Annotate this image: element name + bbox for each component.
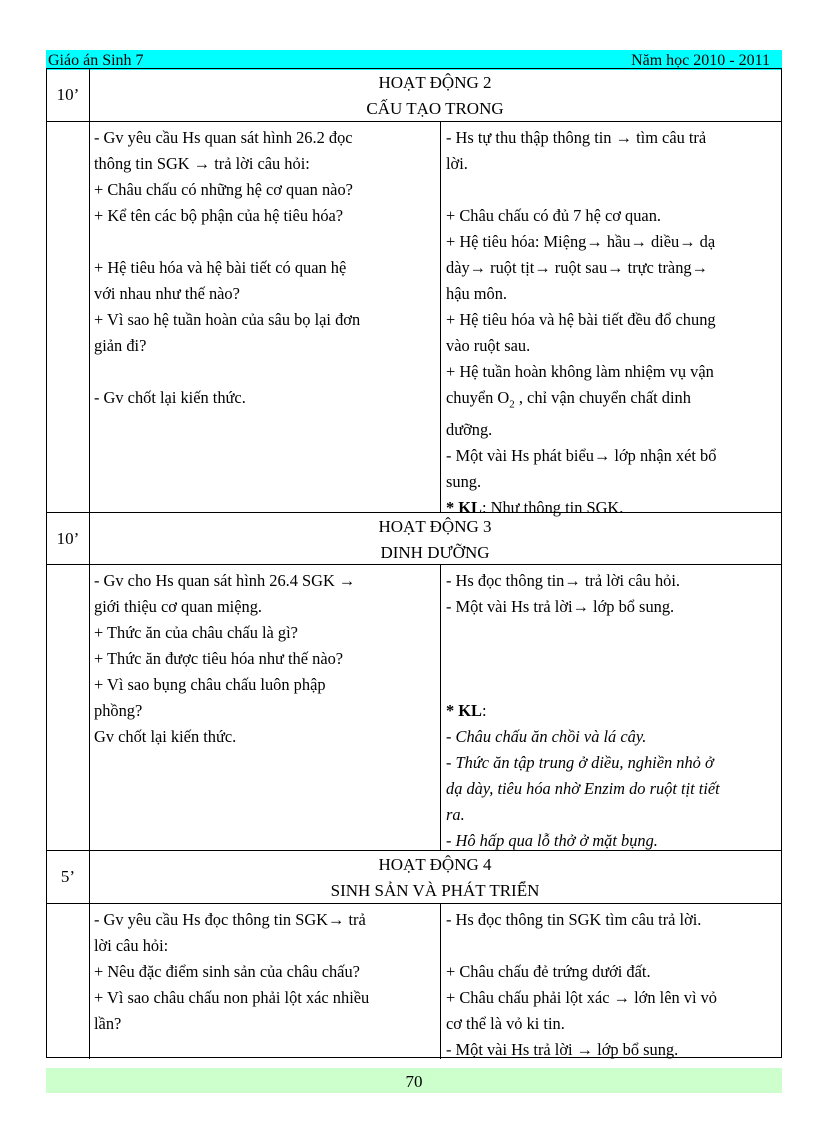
conclusion-label: * KL	[446, 498, 482, 518]
teacher-line: thông tin SGK → trả lời câu hỏi:	[94, 154, 310, 173]
time-cell-empty	[47, 565, 90, 850]
conclusion-detail: - Hô hấp qua lỗ thở ở mặt bụng.	[446, 831, 658, 850]
teacher-line	[94, 229, 436, 255]
activity-2-header-row	[47, 69, 781, 122]
activity-3-title	[89, 513, 781, 564]
activity-4-title	[89, 851, 781, 903]
activity-4-student-column	[441, 904, 781, 1059]
activity-3-header-row	[47, 513, 781, 565]
activity-4-content-row	[47, 904, 781, 1059]
spacer-line	[446, 646, 777, 672]
teacher-line: + Hệ tiêu hóa và hệ bài tiết có quan hệ	[94, 258, 347, 277]
student-line: - Một vài Hs phát biểu→ lớp nhận xét bổ	[446, 446, 717, 466]
teacher-line: + Vì sao châu chấu non phải lột xác nhiều	[94, 988, 370, 1007]
student-line: sung.	[446, 472, 482, 492]
conclusion-detail: ra.	[446, 805, 465, 824]
conclusion-text: :	[481, 701, 487, 720]
student-line: dày→ ruột tịt→ ruột sau→ trực tràng→	[446, 258, 708, 277]
student-text: chuyển O	[446, 388, 510, 407]
student-line: - Một vài Hs trả lời→ lớp bổ sung.	[446, 597, 675, 616]
teacher-line: - Gv yêu cầu Hs đọc thông tin SGK→ trả	[94, 910, 366, 929]
teacher-line: + Vì sao bụng châu chấu luôn phập	[94, 675, 326, 694]
activity-2-teacher-column	[89, 122, 441, 512]
conclusion-label: * KL	[446, 701, 482, 720]
activity-3-teacher-column	[89, 565, 441, 850]
lesson-table	[46, 68, 782, 1058]
teacher-line: - Gv chốt lại kiến thức.	[94, 388, 246, 407]
teacher-line: giới thiệu cơ quan miệng.	[94, 597, 263, 616]
student-line: lời.	[446, 154, 468, 173]
activity-3-title-line: HOẠT ĐỘNG 3	[378, 517, 492, 536]
teacher-line: + Châu chấu có những hệ cơ quan nào?	[94, 180, 353, 199]
student-line	[446, 933, 777, 959]
teacher-line: - Gv cho Hs quan sát hình 26.4 SGK →	[94, 571, 356, 590]
activity-2-student-column	[441, 122, 781, 518]
student-line: dưỡng.	[446, 420, 493, 440]
teacher-line: - Gv yêu cầu Hs quan sát hình 26.2 đọc	[94, 128, 353, 147]
teacher-line: + Vì sao hệ tuần hoàn của sâu bọ lại đơn	[94, 310, 361, 329]
teacher-line: + Thức ăn của châu chấu là gì?	[94, 623, 298, 642]
student-line: + Hệ tiêu hóa: Miệng→ hầu→ diều→ dạ	[446, 232, 716, 251]
page-number: 70	[405, 1072, 423, 1091]
activity-2-time: 10’	[47, 69, 90, 121]
student-line: + Châu chấu phải lột xác → lớn lên vì vỏ	[446, 988, 717, 1007]
student-line: - Hs tự thu thập thông tin → tìm câu trả	[446, 128, 707, 147]
teacher-line: lời câu hỏi:	[94, 936, 169, 955]
page-footer	[46, 1068, 782, 1093]
conclusion-detail: - Thức ăn tập trung ở diều, nghiền nhỏ ở	[446, 753, 714, 772]
activity-4-title-line: HOẠT ĐỘNG 4	[378, 855, 492, 874]
student-line: + Hệ tiêu hóa và hệ bài tiết đều đổ chung	[446, 310, 716, 329]
activity-2-content-row	[47, 122, 781, 518]
teacher-line: + Kể tên các bộ phận của hệ tiêu hóa?	[94, 206, 344, 225]
activity-4-time: 5’	[47, 851, 90, 903]
conclusion-line	[446, 698, 777, 724]
student-line: - Hs đọc thông tin→ trả lời câu hỏi.	[446, 571, 680, 590]
subscript-2: 2	[509, 398, 515, 411]
student-line: + Hệ tuần hoàn không làm nhiệm vụ vận	[446, 362, 714, 381]
spacer-line	[446, 620, 777, 646]
activity-3-time: 10’	[47, 513, 90, 564]
conclusion-detail: - Châu chấu ăn chồi và lá cây.	[446, 727, 647, 746]
student-line: cơ thể là vỏ ki tin.	[446, 1014, 565, 1033]
teacher-line: + Nêu đặc điểm sinh sản của châu chấu?	[94, 962, 360, 981]
student-line	[446, 177, 777, 203]
student-line-oxygen	[446, 385, 777, 417]
conclusion-detail: dạ dày, tiêu hóa nhờ Enzim do ruột tịt tiết	[446, 779, 720, 798]
header-school-year: Năm học 2010 - 2011	[631, 52, 770, 69]
student-line: - Hs đọc thông tin SGK tìm câu trả lời.	[446, 910, 702, 929]
conclusion-text: : Như thông tin SGK.	[481, 498, 624, 518]
student-line: + Châu chấu đẻ trứng dưới đất.	[446, 962, 651, 981]
activity-4-subtitle: SINH SẢN VÀ PHÁT TRIỂN	[330, 881, 540, 900]
activity-2-subtitle: CẤU TẠO TRONG	[366, 99, 504, 118]
teacher-line: Gv chốt lại kiến thức.	[94, 727, 237, 746]
activity-3-content-row	[47, 565, 781, 851]
student-line: hậu môn.	[446, 284, 508, 303]
time-cell-empty	[47, 122, 90, 512]
activity-3-subtitle: DINH DƯỠNG	[380, 543, 490, 562]
teacher-line: + Thức ăn được tiêu hóa như thế nào?	[94, 649, 344, 668]
teacher-line: phồng?	[94, 701, 143, 720]
teacher-line: lần?	[94, 1014, 122, 1033]
activity-3-student-column	[441, 565, 781, 850]
teacher-line: với nhau như thế nào?	[94, 284, 240, 303]
student-line: vào ruột sau.	[446, 336, 531, 355]
time-cell-empty	[47, 904, 90, 1059]
student-line: - Một vài Hs trả lời → lớp bổ sung.	[446, 1040, 679, 1059]
activity-2-title	[89, 69, 781, 121]
student-text: , chỉ vận chuyển chất dinh	[514, 388, 691, 407]
spacer-line	[446, 672, 777, 698]
page-header	[46, 50, 782, 70]
teacher-line: giản đi?	[94, 336, 147, 355]
header-subject: Giáo án Sinh 7	[48, 52, 144, 69]
activity-2-title-line: HOẠT ĐỘNG 2	[378, 73, 492, 92]
teacher-line	[94, 359, 436, 385]
activity-4-teacher-column	[89, 904, 441, 1059]
activity-4-header-row	[47, 851, 781, 904]
student-line: + Châu chấu có đủ 7 hệ cơ quan.	[446, 206, 661, 225]
